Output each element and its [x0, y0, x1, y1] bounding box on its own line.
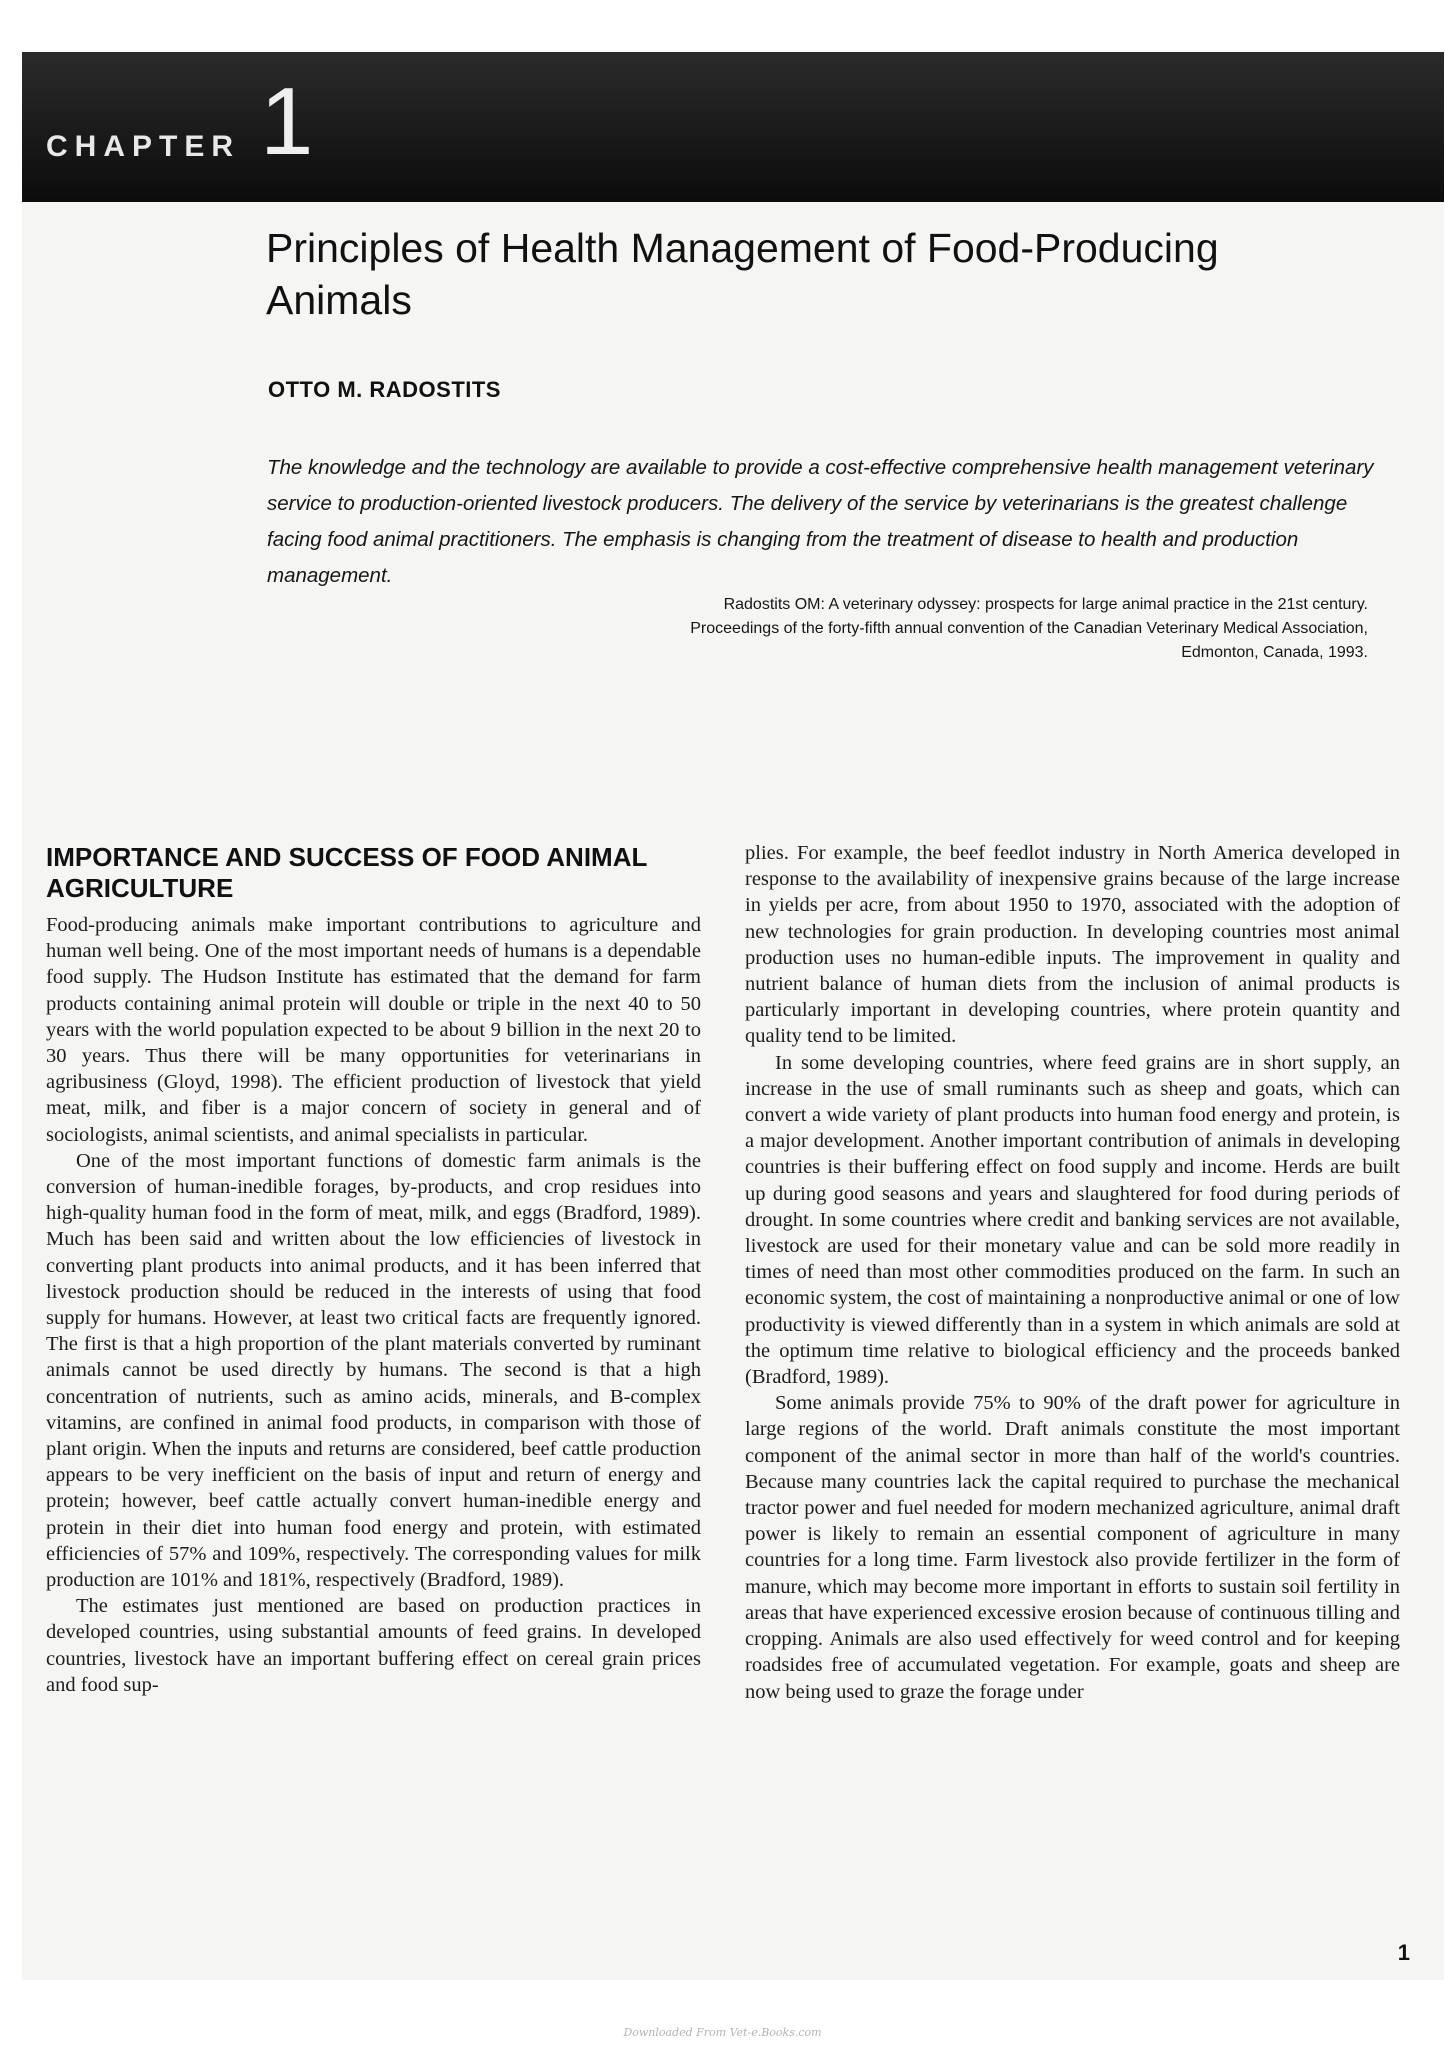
body-paragraph: Food-producing animals make important contributions to agriculture and human well being. One of the most important needs of humans is a dependable food supply. The Hudson Institute has estimated that the demand for farm products containing animal protein will double or triple in the next 40 to 50 years with the world population expected to be about 9 billion in the next 20 to 30 years. Thus there will be many opportunities for veterinarians in agribusiness (Gloyd, 1998). The efficient production of livestock that yield meat, milk, and fiber is a major concern of society in general and of sociologists, animal scientists, and animal specialists in particular. — [46, 914, 701, 1146]
chapter-title: Principles of Health Management of Food-Producing Animals — [266, 225, 1219, 323]
epigraph-source-line: Radostits OM: A veterinary odyssey: prospects for large animal practice in the 21st century. — [723, 596, 1368, 613]
body-paragraph: The estimates just mentioned are based on production practices in developed countries, using substantial amounts of feed grains. In developed countries, livestock have an important buffering effect on cereal grain prices and food sup- — [46, 1595, 701, 1696]
text-column-left — [46, 842, 701, 1698]
chapter-author: OTTO M. RADOSTITS — [268, 377, 501, 402]
epigraph-source-line: Proceedings of the forty-fifth annual convention of the Canadian Veterinary Medical Association, — [690, 620, 1368, 637]
chapter-header-band — [22, 52, 1444, 202]
epigraph-source — [408, 593, 1368, 665]
section-heading: IMPORTANCE AND SUCCESS OF FOOD ANIMAL AGRICULTURE — [46, 842, 647, 903]
chapter-number: 1 — [260, 68, 314, 175]
body-paragraph: One of the most important functions of domestic farm animals is the conversion of human-inedible forages, by-products, and crop residues into high-quality human food in the form of meat, milk, and eggs (Bradford, 1989). Much has been said and written about the low efficiencies of livestock in converting plant products into animal products, and it has been inferred that livestock production should be reduced in the interests of using that food supply for humans. However, at least two critical facts are frequently ignored. The first is that a high proportion of the plant materials converted by ruminant animals cannot be used directly by humans. The second is that a high concentration of nutrients, such as amino acids, minerals, and B-complex vitamins, are confined in animal food products, in comparison with those of plant origin. When the inputs and returns are considered, beef cattle production appears to be very inefficient on the basis of input and return of energy and protein; however, beef cattle actually convert human-inedible energy and protein in their diet into human food energy and protein, with estimated efficiencies of 57% and 109%, respectively. The corresponding values for milk production are 101% and 181%, respectively (Bradford, 1989). — [46, 1149, 701, 1592]
body-paragraph: plies. For example, the beef feedlot industry in North America developed in response to the availability of inexpensive grains because of the large increase in yields per acre, from about 1950 to 1970, associated with the adoption of new technologies for grain production. In developing countries most animal production uses no human-edible inputs. The improvement in quality and nutrient balance of human diets from the inclusion of animal products is particularly important in developing countries, where protein quantity and quality tend to be limited. — [745, 842, 1400, 1048]
body-paragraph: In some developing countries, where feed grains are in short supply, an increase in the use of small ruminants such as sheep and goats, which can convert a wide variety of plant products into human food energy and protein, is a major development. Another important contribution of animals in developing countries is their buffering effect on food supply and income. Herds are built up during good seasons and years and slaughtered for food during periods of drought. In some countries where credit and banking services are not available, livestock are used for their monetary value and can be sold more readily in times of need than most other commodities produced on the farm. In such an economic system, the cost of maintaining a nonproductive animal or one of low productivity is viewed differently than in a system in which animals are sold at the optimum time relative to biological efficiency and the proceeds banked (Bradford, 1989). — [745, 1051, 1400, 1389]
epigraph-source-line: Edmonton, Canada, 1993. — [1181, 644, 1368, 661]
book-page — [22, 52, 1444, 1980]
download-credit-watermark: Downloaded From Vet-e.Books.com — [623, 2026, 822, 2039]
chapter-label: CHAPTER — [46, 130, 241, 163]
page-number: 1 — [1397, 1940, 1410, 1965]
text-column-right — [745, 840, 1400, 1705]
body-paragraph: Some animals provide 75% to 90% of the draft power for agriculture in large regions of the world. Draft animals constitute the most important component of the animal sector in more than half of the world's countries. Because many countries lack the capital required to purchase the mechanical tractor power and fuel needed for modern mechanized agriculture, animal draft power is likely to remain an essential component of agriculture in many countries for a long time. Farm livestock also provide fertilizer in the form of manure, which may become more important in efforts to sustain soil fertility in areas that have experienced excessive erosion because of continuous tilling and cropping. Animals are also used effectively for weed control and for keeping roadsides free of accumulated vegetation. For example, goats and sheep are now being used to graze the forage under — [745, 1392, 1400, 1703]
epigraph-quote: The knowledge and the technology are available to provide a cost-effective comprehensive health management veterinary service to production-oriented livestock producers. The delivery of the service by veterinarians is the greatest challenge facing food animal practitioners. The emphasis is changing from the treatment of disease to health and production management. — [267, 456, 1374, 587]
